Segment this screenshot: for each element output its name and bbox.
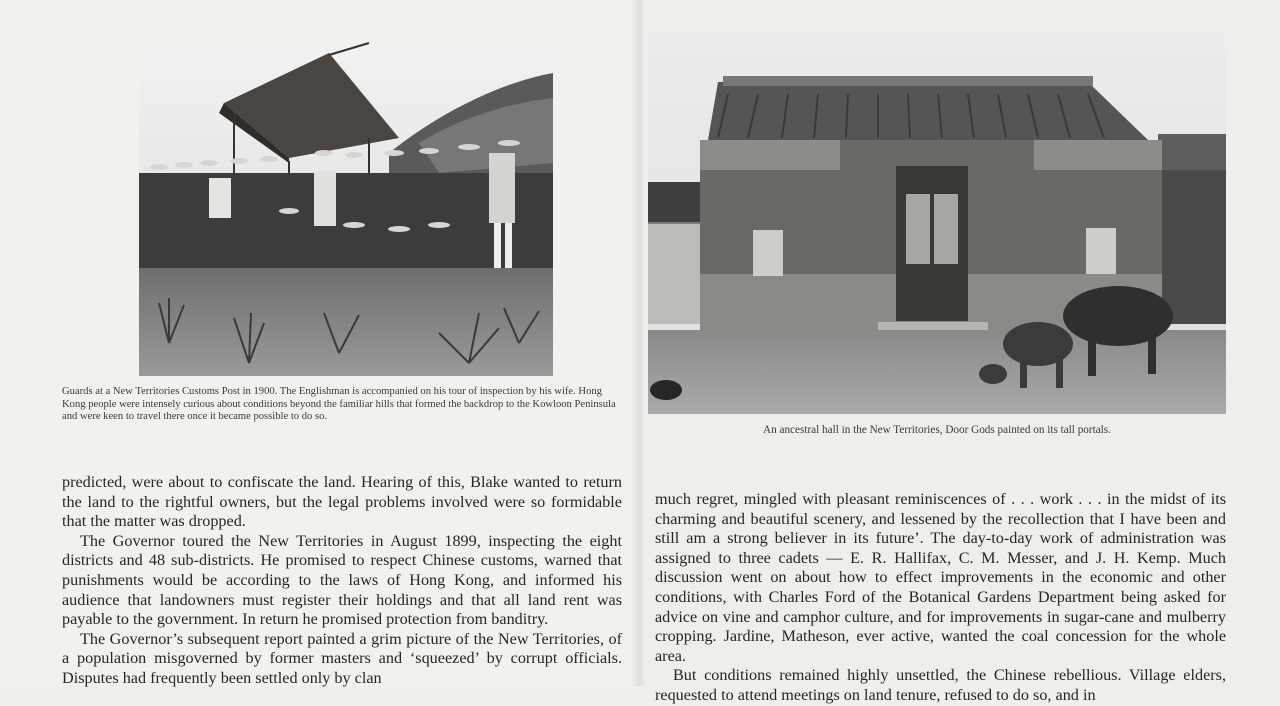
- book-gutter: [630, 0, 646, 686]
- photo-caption: Guards at a New Territories Customs Post in 1900. The Englishman is accompanied on his tour of inspection by his wife. Hong Kong people were intensely curious about conditions beyond the familiar hills that formed the backdrop to the Kowloon Peninsula and were keen to travel there once it became possible to do so.: [62, 386, 616, 423]
- body-text-right: [655, 490, 1226, 706]
- paragraph: The Governor’s subsequent report painted a grim picture of the New Territories, of a population misgoverned by former masters and ‘squeezed’ by corrupt officials. Disputes had frequently been settled only by clan: [62, 629, 622, 687]
- photo-caption: An ancestral hall in the New Territories, Door Gods painted on its tall portals.: [763, 424, 1111, 436]
- paragraph: predicted, were about to confiscate the land. Hearing of this, Blake wanted to return the land to the rightful owners, but the legal problems involved were so formidable that the matter was dropped.: [62, 473, 622, 531]
- left-page: [0, 0, 638, 686]
- paragraph: But conditions remained highly unsettled, the Chinese rebellious. Village elders, requested to attend meetings on land tenure, refused to do so, and in: [655, 666, 1226, 704]
- body-text-left: [62, 473, 622, 689]
- paragraph: much regret, mingled with pleasant reminiscences of . . . work . . . in the midst of its charming and beautiful scenery, and lessened by the recollection that I have been and still am a strong believer in its future’. The day-to-day work of administration was assigned to three cadets — E. R. Hallifax, C. M. Messer, and J. H. Kemp. Much discussion went on about how to effect improvements in the economic and other conditions, with Charles Ford of the Botanical Gardens Department being asked for advice on vine and camphor culture, and for improvements in sugar-cane and mulberry cropping. Jardine, Matheson, ever active, wanted the coal concession for the whole area.: [655, 490, 1226, 665]
- photo-guards-icon: [139, 43, 553, 376]
- photo-ancestral-hall-icon: [648, 34, 1226, 414]
- right-page: [638, 0, 1280, 704]
- paragraph: The Governor toured the New Territories in August 1899, inspecting the eight districts and 48 sub-districts. He promised to respect Chinese customs, warned that punishments would be according to the laws of Hong Kong, and informed his audience that landowners must register their holdings and that all land rent was payable to the government. In return he promised protection from banditry.: [62, 531, 622, 629]
